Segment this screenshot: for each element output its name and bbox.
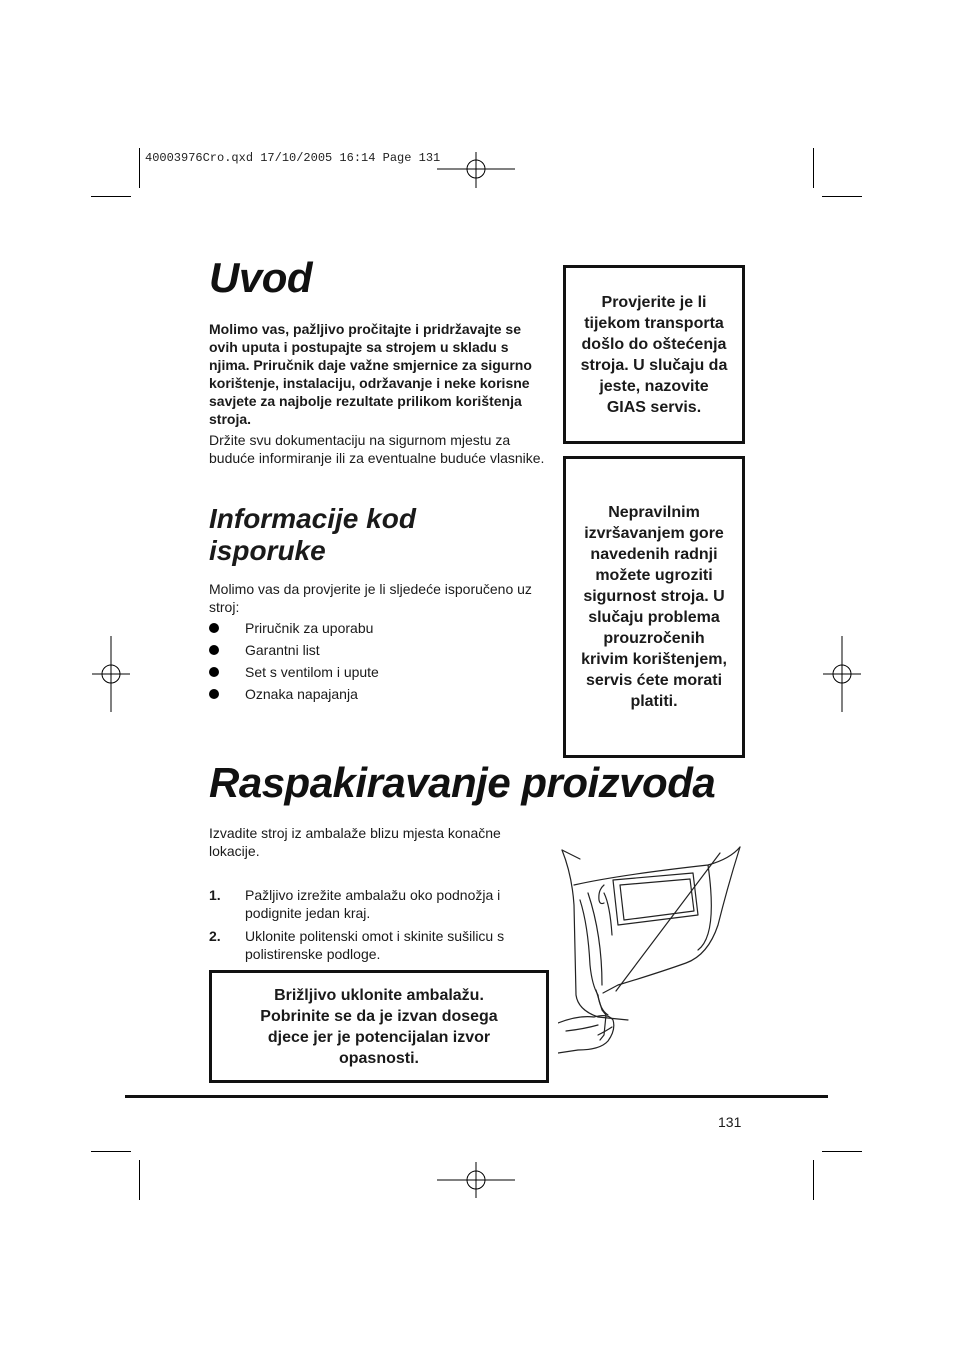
list-item: Priručnik za uporabu: [209, 617, 379, 639]
delivery-intro: Molimo vas da provjerite je li sljedeće isporučeno uz stroj:: [209, 581, 532, 615]
bullet-icon: [209, 623, 219, 633]
list-item: Garantni list: [209, 639, 379, 661]
list-item: 2. Uklonite politenski omot i skinite sušilicu s polistirenske podloge.: [209, 928, 505, 962]
unpacking-steps: [209, 886, 549, 968]
page-title-raspakiravanje: Raspakiravanje proizvoda: [209, 759, 716, 806]
delivery-list: [209, 617, 379, 705]
delivery-title: Informacije kod isporuke: [209, 503, 416, 566]
unpacking-illustration: [558, 845, 748, 1060]
warning-box-transport: Provjerite je li tijekom transporta došlo do oštećenja stroja. U slučaju da jeste, nazovite GIAS servis.: [563, 265, 745, 444]
page-number: 131: [718, 1114, 742, 1130]
unpacking-intro: Izvadite stroj iz ambalaže blizu mjesta konačne lokacije.: [209, 825, 501, 859]
page-title-uvod: Uvod: [209, 254, 312, 301]
print-slug: 40003976Cro.qxd 17/10/2005 16:14 Page 131: [145, 151, 441, 165]
warning-box-misuse: Nepravilnim izvršavanjem gore navedenih radnji možete ugroziti sigurnost stroja. U slučaju problema prouzročenih krivim korištenjem, servis ćete morati platiti.: [563, 456, 745, 758]
intro-paragraph: Držite svu dokumentaciju na sigurnom mjestu za buduće informiranje ili za eventualne buduće vlasnike.: [209, 432, 545, 466]
intro-bold-paragraph: Molimo vas, pažljivo pročitajte i pridržavajte se ovih uputa i postupajte sa strojem u skladu s njima. Priručnik daje važne smjernice za sigurno korištenje, instalaciju, održavanje i neke korisne savjete za najbolje rezultate prilikom korištenja stroja.: [209, 321, 532, 427]
bullet-icon: [209, 689, 219, 699]
list-item: Set s ventilom i upute: [209, 661, 379, 683]
bullet-icon: [209, 645, 219, 655]
list-item: Oznaka napajanja: [209, 683, 379, 705]
warning-box-packaging: Brižljivo uklonite ambalažu. Pobrinite se da je izvan dosega djece jer je potencijalan izvor opasnosti.: [209, 970, 549, 1083]
list-item: 1. Pažljivo izrežite ambalažu oko podnožja i podignite jedan kraj.: [209, 887, 501, 921]
footer-rule: [125, 1095, 828, 1098]
bullet-icon: [209, 667, 219, 677]
